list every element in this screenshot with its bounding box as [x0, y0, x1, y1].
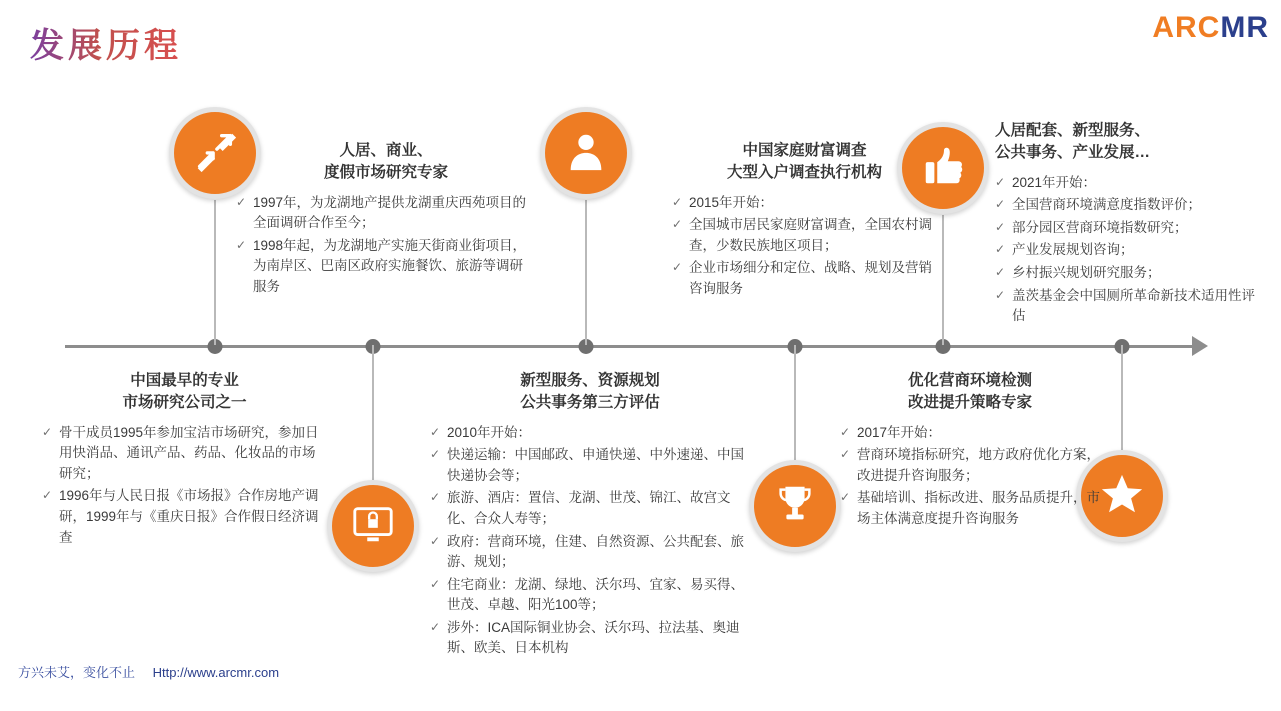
milestone-block-6 [995, 120, 1257, 329]
list-item: ✓ 政府：营商环境，住建、自然资源、公共配套、旅游、规划； [430, 532, 750, 573]
timeline-axis [65, 345, 1195, 348]
brand-logo-text [1129, 6, 1269, 50]
timeline-connector-5 [942, 215, 944, 345]
milestone-title-4-line2: 大型入户调查执行机构 [726, 164, 882, 182]
list-item: ✓ 全国营商环境满意度指数评价； [995, 195, 1257, 216]
milestone-title-2-line1: 人居、商业、 [339, 142, 433, 159]
milestone-title-4-line1: 中国家庭财富调查 [742, 142, 867, 159]
milestone-block-5 [840, 370, 1100, 532]
list-item: ✓ 2017年开始： [840, 423, 1100, 444]
footer [18, 662, 279, 681]
list-item: ✓ 2010年开始： [430, 423, 750, 444]
milestone-title-1-line1: 中国最早的专业 [130, 372, 239, 389]
list-item: ✓ 企业市场细分和定位、战略、规划及营销咨询服务 [672, 258, 937, 299]
list-item: ✓ 1998年起，为龙湖地产实施天街商业街项目，为南岸区、巴南区政府实施餐饮、旅游等调研服务 [236, 236, 536, 298]
page-title: 发展历程 [30, 18, 182, 67]
footer-url[interactable]: Http://www.arcmr.com [152, 665, 280, 680]
list-item: ✓ 2021年开始： [995, 173, 1257, 194]
monitor-lock-icon [350, 501, 396, 552]
list-item: ✓ 乡村振兴规划研究服务； [995, 263, 1257, 284]
list-item: ✓ 1997年，为龙湖地产提供龙湖重庆西苑项目的全面调研合作至今； [236, 193, 536, 234]
list-item: ✓ 2015年开始： [672, 193, 937, 214]
brand-logo-mr: MR [1220, 11, 1269, 44]
milestone-icon-circle-3[interactable] [327, 480, 419, 572]
list-item: ✓ 盖茨基金会中国厕所革命新技术适用性评估 [995, 286, 1257, 327]
milestone-title-2-line2: 度假市场研究专家 [323, 164, 448, 182]
timeline-connector-2 [372, 345, 374, 480]
milestone-title-5-line2: 改进提升策略专家 [907, 394, 1032, 412]
list-item: ✓ 基础培训、指标改进、服务品质提升，市场主体满意度提升咨询服务 [840, 488, 1100, 529]
milestone-title-6-line2: 公共事务、产业发展… [995, 144, 1151, 162]
timeline-connector-6 [1121, 345, 1123, 450]
list-item: ✓ 涉外：ICA国际铜业协会、沃尔玛、拉法基、奥迪斯、欧美、日本机构 [430, 618, 750, 659]
list-item: ✓ 快递运输：中国邮政、申通快递、中外速递、中国快递协会等； [430, 445, 750, 486]
milestone-title-6-line1: 人居配套、新型服务、 [995, 122, 1151, 139]
milestone-title-3 [430, 370, 750, 415]
list-item: ✓ 骨干成员1995年参加宝洁市场研究，参加日用快消品、通讯产品、药品、化妆品的市场研究； [42, 423, 327, 485]
timeline-connector-1 [214, 200, 216, 345]
milestone-block-1 [42, 370, 327, 550]
milestone-title-1-line2: 市场研究公司之一 [122, 394, 247, 412]
timeline-connector-4 [794, 345, 796, 460]
list-item: ✓ 旅游、酒店：置信、龙湖、世茂、锦江、故宫文化、合众人寿等； [430, 488, 750, 529]
milestone-block-2 [236, 140, 536, 300]
milestone-icon-circle-4[interactable] [749, 460, 841, 552]
milestone-bullets-4 [672, 193, 937, 300]
footer-slogan: 方兴未艾，变化不止 [18, 665, 136, 680]
list-item: ✓ 1996年与人民日报《市场报》合作房地产调研，1999年与《重庆日报》合作假日经济调查 [42, 486, 327, 548]
milestone-bullets-1 [42, 423, 327, 548]
milestone-title-5-line1: 优化营商环境检测 [907, 372, 1032, 389]
timeline-connector-3 [585, 200, 587, 345]
milestone-icon-circle-2[interactable] [540, 107, 632, 199]
brand-logo [1129, 6, 1269, 50]
list-item: ✓ 营商环境指标研究，地方政府优化方案，改进提升咨询服务； [840, 445, 1100, 486]
milestone-title-3-line1: 新型服务、资源规划 [520, 372, 660, 389]
list-item: ✓ 产业发展规划咨询； [995, 240, 1257, 261]
milestone-title-5 [840, 370, 1100, 415]
star-icon [1099, 471, 1145, 522]
milestone-block-3 [430, 370, 750, 661]
milestone-bullets-2 [236, 193, 536, 298]
list-item: ✓ 全国城市居民家庭财富调查，全国农村调查，少数民族地区项目； [672, 215, 937, 256]
milestone-title-1 [42, 370, 327, 415]
milestone-title-6 [995, 120, 1257, 165]
milestone-bullets-5 [840, 423, 1100, 530]
milestone-block-4 [672, 140, 937, 302]
trophy-icon [772, 481, 818, 532]
growth-arrow-icon [192, 128, 238, 179]
timeline-arrow-icon [1192, 336, 1208, 356]
list-item: ✓ 住宅商业：龙湖、绿地、沃尔玛、宜家、易买得、世茂、卓越、阳光100等； [430, 575, 750, 616]
milestone-bullets-3 [430, 423, 750, 659]
list-item: ✓ 部分园区营商环境指数研究； [995, 218, 1257, 239]
brand-logo-arc: ARC [1152, 11, 1221, 44]
person-icon [563, 128, 609, 179]
milestone-title-3-line2: 公共事务第三方评估 [520, 394, 660, 412]
milestone-title-4 [672, 140, 937, 185]
milestone-bullets-6 [995, 173, 1257, 327]
milestone-title-2 [236, 140, 536, 185]
